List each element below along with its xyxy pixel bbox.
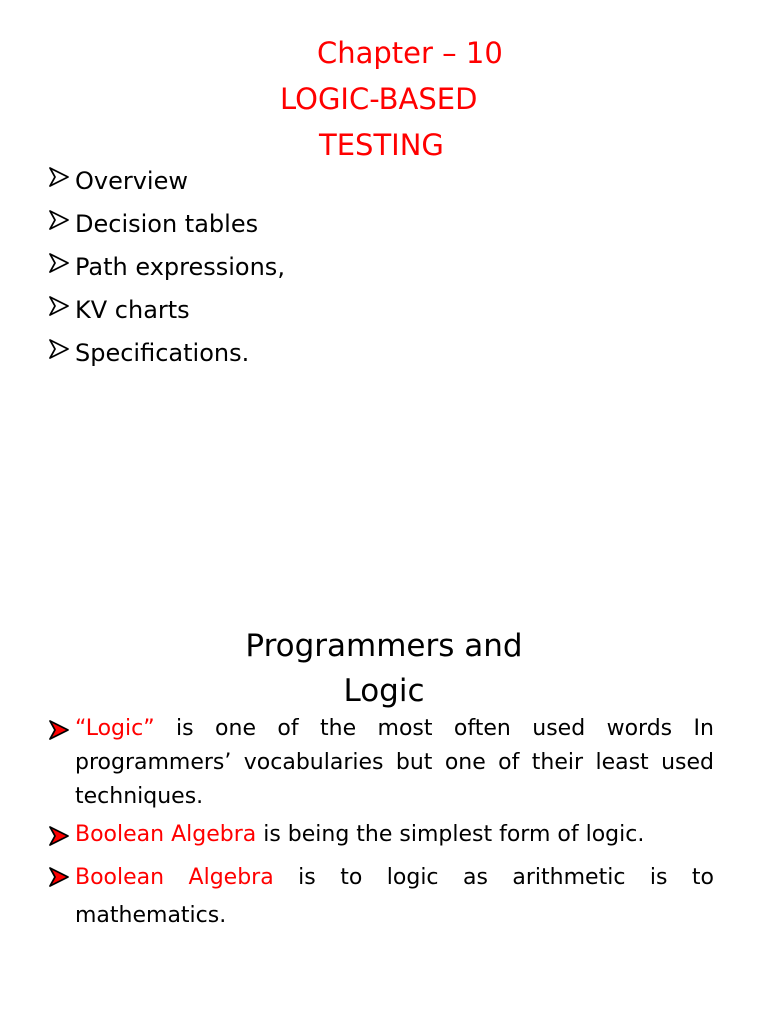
- list-item-text: is being the simplest form of logic.: [256, 822, 645, 847]
- arrowhead-bullet-icon: [48, 166, 70, 188]
- topics-list: [48, 163, 748, 378]
- arrowhead-bullet-icon: [48, 209, 70, 231]
- arrowhead-bullet-icon: [48, 338, 70, 360]
- list-item: [48, 163, 748, 206]
- list-item: [48, 249, 748, 292]
- list-item-label: Specifications.: [75, 339, 250, 367]
- section-title: Programmers and Logic: [245, 628, 523, 709]
- list-item: [48, 712, 714, 814]
- list-item-label: Overview: [75, 167, 188, 195]
- list-item-text: is to logic as arithmetic is to mathematics.: [75, 865, 715, 928]
- topic-title-line1: LOGIC-BASED: [280, 82, 478, 116]
- list-item-text: is one of the most often used words In programmers’ vocabularies but one of their least used techniques.: [75, 716, 714, 809]
- highlight-term: Boolean Algebra: [75, 822, 257, 847]
- logic-list: [48, 712, 714, 935]
- arrowhead-bullet-icon: [48, 825, 70, 847]
- list-item: [48, 292, 748, 335]
- list-item: [48, 859, 714, 935]
- list-item: [48, 335, 748, 378]
- topic-title-line2: TESTING: [319, 128, 444, 162]
- list-item: [48, 206, 748, 249]
- arrowhead-bullet-icon: [48, 252, 70, 274]
- arrowhead-bullet-icon: [48, 719, 70, 741]
- list-item: [48, 818, 714, 852]
- list-item-label: Decision tables: [75, 210, 259, 238]
- arrowhead-bullet-icon: [48, 295, 70, 317]
- highlight-term: Boolean Algebra: [75, 865, 274, 890]
- list-item-label: KV charts: [75, 296, 190, 324]
- highlight-term: “Logic”: [75, 716, 155, 741]
- chapter-title: Chapter – 10: [317, 36, 503, 70]
- arrowhead-bullet-icon: [48, 866, 70, 888]
- list-item-label: Path expressions,: [75, 253, 285, 281]
